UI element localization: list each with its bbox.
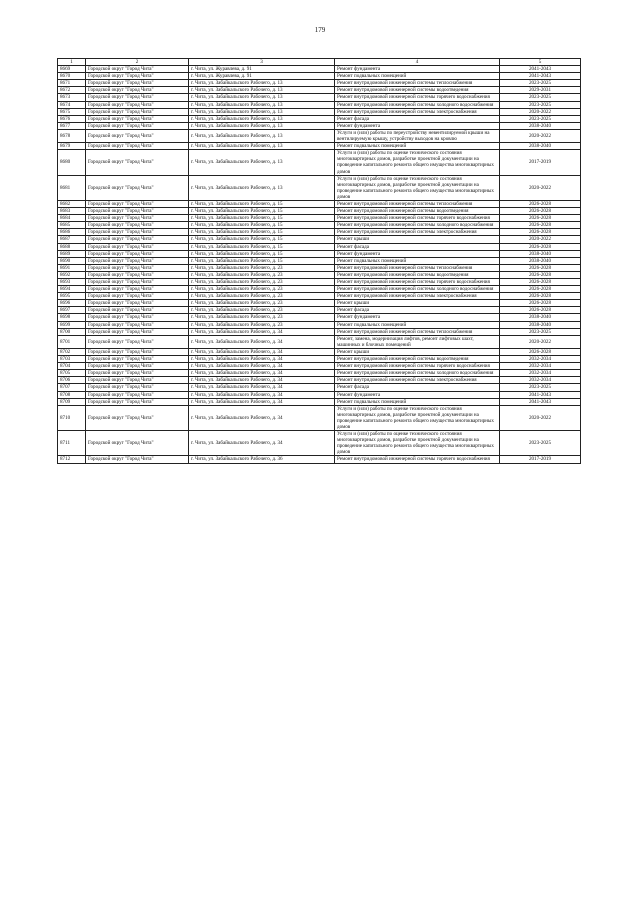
district-cell: Городской округ "Город Чита" [86, 370, 189, 377]
table-row [58, 101, 581, 108]
period-cell: 2026-2028 [500, 215, 581, 222]
row-number-cell: 8707 [58, 384, 86, 391]
row-number-cell: 8669 [58, 66, 86, 73]
work-type-cell: Ремонт внутридомовой инженерной системы теплоснабжения [335, 200, 500, 207]
table-row [58, 328, 581, 335]
period-cell: 2023-2025 [500, 101, 581, 108]
row-number-cell: 8696 [58, 300, 86, 307]
column-header: 3 [189, 59, 335, 66]
row-number-cell: 8675 [58, 108, 86, 115]
address-cell: г. Чита, ул. Забайкальского Рабочего, д. 15 [189, 200, 335, 207]
table-row [58, 314, 581, 321]
address-cell: г. Чита, ул. Забайкальского Рабочего, д. 34 [189, 384, 335, 391]
period-cell: 2020-2022 [500, 108, 581, 115]
district-cell: Городской округ "Город Чита" [86, 80, 189, 87]
address-cell: г. Чита, ул. Забайкальского Рабочего, д. 13 [189, 115, 335, 122]
period-cell: 2026-2028 [500, 200, 581, 207]
row-number-cell: 8699 [58, 321, 86, 328]
table-row [58, 73, 581, 80]
period-cell: 2032-2034 [500, 356, 581, 363]
address-cell: г. Чита, ул. Забайкальского Рабочего, д. 15 [189, 257, 335, 264]
page-number: 179 [314, 26, 326, 34]
work-type-cell: Ремонт внутридомовой инженерной системы горячего водоснабжения [335, 94, 500, 101]
period-cell: 2038-2040 [500, 250, 581, 257]
column-number-row [58, 59, 581, 66]
table-row [58, 271, 581, 278]
period-cell: 2017-2019 [500, 456, 581, 463]
district-cell: Городской округ "Город Чита" [86, 321, 189, 328]
row-number-cell: 8684 [58, 215, 86, 222]
period-cell: 2017-2019 [500, 150, 581, 175]
row-number-cell: 8681 [58, 175, 86, 200]
period-cell: 2026-2028 [500, 222, 581, 229]
row-number-cell: 8704 [58, 363, 86, 370]
work-type-cell: Ремонт, замена, модернизация лифтов, ремонт лифтовых шахт, машинных и блочных помещений [335, 335, 500, 348]
work-type-cell: Ремонт внутридомовой инженерной системы электроснабжения [335, 229, 500, 236]
row-number-cell: 8694 [58, 286, 86, 293]
district-cell: Городской округ "Город Чита" [86, 264, 189, 271]
row-number-cell: 8712 [58, 456, 86, 463]
address-cell: г. Чита, ул. Забайкальского Рабочего, д. 23 [189, 286, 335, 293]
work-type-cell: Ремонт внутридомовой инженерной системы водоотведения [335, 87, 500, 94]
period-cell: 2041-2043 [500, 73, 581, 80]
table-row [58, 175, 581, 200]
district-cell: Городской округ "Город Чита" [86, 66, 189, 73]
table-row [58, 150, 581, 175]
work-type-cell: Ремонт подвальных помещений [335, 398, 500, 405]
row-number-cell: 8710 [58, 405, 86, 430]
work-type-cell: Услуги и (или) работы по оценке технического состояния многоквартирных домов, разработке проектной документации на проведение капитального ремонта общего имущества многоквартирных домов [335, 431, 500, 456]
period-cell: 2026-2028 [500, 279, 581, 286]
work-type-cell: Услуги и (или) работы по оценке технического состояния многоквартирных домов, разработке проектной документации на проведение капитального ремонта общего имущества многоквартирных домов [335, 175, 500, 200]
row-number-cell: 8708 [58, 391, 86, 398]
district-cell: Городской округ "Город Чита" [86, 307, 189, 314]
address-cell: г. Чита, ул. Забайкальского Рабочего, д. 23 [189, 279, 335, 286]
district-cell: Городской округ "Город Чита" [86, 286, 189, 293]
address-cell: г. Чита, ул. Забайкальского Рабочего, д. 34 [189, 348, 335, 355]
district-cell: Городской округ "Город Чита" [86, 208, 189, 215]
work-type-cell: Ремонт внутридомовой инженерной системы горячего водоснабжения [335, 215, 500, 222]
address-cell: г. Чита, ул. Забайкальского Рабочего, д. 13 [189, 108, 335, 115]
period-cell: 2041-2043 [500, 66, 581, 73]
period-cell: 2026-2028 [500, 229, 581, 236]
district-cell: Городской округ "Город Чита" [86, 356, 189, 363]
work-type-cell: Ремонт подвальных помещений [335, 321, 500, 328]
period-cell: 2032-2034 [500, 377, 581, 384]
district-cell: Городской округ "Город Чита" [86, 335, 189, 348]
district-cell: Городской округ "Город Чита" [86, 257, 189, 264]
work-type-cell: Услуги и (или) работы по оценке технического состояния многоквартирных домов, разработке проектной документации на проведение капитального ремонта общего имущества многоквартирных домов [335, 405, 500, 430]
work-type-cell: Ремонт внутридомовой инженерной системы водоотведения [335, 208, 500, 215]
row-number-cell: 8672 [58, 87, 86, 94]
table-row [58, 200, 581, 207]
work-type-cell: Услуги и (или) работы по переустройству невентилируемой крыши на вентилируемую крышу, устройству выходов на кровлю [335, 129, 500, 142]
work-type-cell: Ремонт крыши [335, 300, 500, 307]
table-row [58, 143, 581, 150]
work-type-cell: Ремонт внутридомовой инженерной системы холодного водоснабжения [335, 101, 500, 108]
address-cell: г. Чита, ул. Забайкальского Рабочего, д. 23 [189, 293, 335, 300]
table-row [58, 215, 581, 222]
work-type-cell: Ремонт крыши [335, 348, 500, 355]
table-row [58, 236, 581, 243]
row-number-cell: 8700 [58, 328, 86, 335]
row-number-cell: 8685 [58, 222, 86, 229]
work-type-cell: Ремонт внутридомовой инженерной системы холодного водоснабжения [335, 222, 500, 229]
period-cell: 2023-2025 [500, 328, 581, 335]
work-type-cell: Ремонт подвальных помещений [335, 73, 500, 80]
period-cell: 2032-2034 [500, 363, 581, 370]
district-cell: Городской округ "Город Чита" [86, 279, 189, 286]
table-row [58, 384, 581, 391]
row-number-cell: 8676 [58, 115, 86, 122]
row-number-cell: 8682 [58, 200, 86, 207]
column-header: 4 [335, 59, 500, 66]
period-cell: 2026-2028 [500, 208, 581, 215]
district-cell: Городской округ "Город Чита" [86, 150, 189, 175]
address-cell: г. Чита, ул. Забайкальского Рабочего, д. 15 [189, 215, 335, 222]
district-cell: Городской округ "Город Чита" [86, 215, 189, 222]
work-type-cell: Ремонт фасада [335, 307, 500, 314]
address-cell: г. Чита, ул. Журавлева, д. 91 [189, 66, 335, 73]
address-cell: г. Чита, ул. Забайкальского Рабочего, д. 15 [189, 208, 335, 215]
period-cell: 2038-2040 [500, 122, 581, 129]
row-number-cell: 8697 [58, 307, 86, 314]
district-cell: Городской округ "Город Чита" [86, 300, 189, 307]
work-type-cell: Услуги и (или) работы по оценке технического состояния многоквартирных домов, разработке проектной документации на проведение капитального ремонта общего имущества многоквартирных домов [335, 150, 500, 175]
row-number-cell: 8706 [58, 377, 86, 384]
period-cell: 2023-2025 [500, 431, 581, 456]
table-row [58, 94, 581, 101]
period-cell: 2038-2040 [500, 143, 581, 150]
column-header: 2 [86, 59, 189, 66]
address-cell: г. Чита, ул. Забайкальского Рабочего, д. 13 [189, 80, 335, 87]
table-row [58, 431, 581, 456]
row-number-cell: 8670 [58, 73, 86, 80]
address-cell: г. Чита, ул. Забайкальского Рабочего, д. 23 [189, 264, 335, 271]
period-cell: 2020-2022 [500, 129, 581, 142]
column-header: 1 [58, 59, 86, 66]
district-cell: Городской округ "Город Чита" [86, 87, 189, 94]
address-cell: г. Чита, ул. Забайкальского Рабочего, д. 13 [189, 129, 335, 142]
period-cell: 2020-2022 [500, 405, 581, 430]
address-cell: г. Чита, ул. Забайкальского Рабочего, д. 13 [189, 94, 335, 101]
period-cell: 2041-2043 [500, 391, 581, 398]
capital-repair-table [57, 58, 581, 464]
district-cell: Городской округ "Город Чита" [86, 115, 189, 122]
address-cell: г. Чита, ул. Забайкальского Рабочего, д. 13 [189, 87, 335, 94]
row-number-cell: 8690 [58, 257, 86, 264]
row-number-cell: 8703 [58, 356, 86, 363]
table-row [58, 456, 581, 463]
district-cell: Городской округ "Город Чита" [86, 236, 189, 243]
table-row [58, 363, 581, 370]
district-cell: Городской округ "Город Чита" [86, 108, 189, 115]
row-number-cell: 8671 [58, 80, 86, 87]
district-cell: Городской округ "Город Чита" [86, 73, 189, 80]
work-type-cell: Ремонт внутридомовой инженерной системы холодного водоснабжения [335, 370, 500, 377]
address-cell: г. Чита, ул. Забайкальского Рабочего, д. 36 [189, 456, 335, 463]
period-cell: 2026-2028 [500, 264, 581, 271]
district-cell: Городской округ "Город Чита" [86, 314, 189, 321]
district-cell: Городской округ "Город Чита" [86, 398, 189, 405]
work-type-cell: Ремонт внутридомовой инженерной системы электроснабжения [335, 377, 500, 384]
address-cell: г. Чита, ул. Забайкальского Рабочего, д. 13 [189, 101, 335, 108]
period-cell: 2023-2025 [500, 80, 581, 87]
district-cell: Городской округ "Город Чита" [86, 377, 189, 384]
address-cell: г. Чита, ул. Забайкальского Рабочего, д. 13 [189, 150, 335, 175]
row-number-cell: 8711 [58, 431, 86, 456]
row-number-cell: 8673 [58, 94, 86, 101]
address-cell: г. Чита, ул. Забайкальского Рабочего, д. 13 [189, 143, 335, 150]
address-cell: г. Чита, ул. Забайкальского Рабочего, д. 34 [189, 391, 335, 398]
period-cell: 2026-2028 [500, 293, 581, 300]
address-cell: г. Чита, ул. Забайкальского Рабочего, д. 34 [189, 335, 335, 348]
work-type-cell: Ремонт внутридомовой инженерной системы горячего водоснабжения [335, 363, 500, 370]
period-cell: 2026-2028 [500, 348, 581, 355]
district-cell: Городской округ "Город Чита" [86, 243, 189, 250]
table-row [58, 377, 581, 384]
district-cell: Городской округ "Город Чита" [86, 431, 189, 456]
work-type-cell: Ремонт внутридомовой инженерной системы электроснабжения [335, 293, 500, 300]
period-cell: 2023-2025 [500, 384, 581, 391]
table-row [58, 398, 581, 405]
district-cell: Городской округ "Город Чита" [86, 405, 189, 430]
row-number-cell: 8678 [58, 129, 86, 142]
table-row [58, 87, 581, 94]
table-row [58, 335, 581, 348]
table-row [58, 250, 581, 257]
work-type-cell: Ремонт фундамента [335, 391, 500, 398]
table-row [58, 370, 581, 377]
period-cell: 2026-2028 [500, 286, 581, 293]
district-cell: Городской округ "Город Чита" [86, 143, 189, 150]
period-cell: 2023-2025 [500, 115, 581, 122]
district-cell: Городской округ "Город Чита" [86, 94, 189, 101]
table-row [58, 108, 581, 115]
period-cell: 2026-2028 [500, 300, 581, 307]
address-cell: г. Чита, ул. Забайкальского Рабочего, д. 15 [189, 250, 335, 257]
table-row [58, 391, 581, 398]
address-cell: г. Чита, ул. Забайкальского Рабочего, д. 15 [189, 222, 335, 229]
table-body [58, 66, 581, 463]
period-cell: 2038-2040 [500, 321, 581, 328]
district-cell: Городской округ "Город Чита" [86, 363, 189, 370]
work-type-cell: Ремонт внутридомовой инженерной системы теплоснабжения [335, 328, 500, 335]
address-cell: г. Чита, ул. Забайкальского Рабочего, д. 23 [189, 314, 335, 321]
district-cell: Городской округ "Город Чита" [86, 200, 189, 207]
district-cell: Городской округ "Город Чита" [86, 129, 189, 142]
district-cell: Городской округ "Город Чита" [86, 384, 189, 391]
table-row [58, 80, 581, 87]
address-cell: г. Чита, ул. Забайкальского Рабочего, д. 34 [189, 328, 335, 335]
work-type-cell: Ремонт фундамента [335, 250, 500, 257]
district-cell: Городской округ "Город Чита" [86, 328, 189, 335]
district-cell: Городской округ "Город Чита" [86, 101, 189, 108]
period-cell: 2029-2031 [500, 87, 581, 94]
table-row [58, 264, 581, 271]
address-cell: г. Чита, ул. Забайкальского Рабочего, д. 34 [189, 356, 335, 363]
column-header: 5 [500, 59, 581, 66]
address-cell: г. Чита, ул. Забайкальского Рабочего, д. 23 [189, 271, 335, 278]
table-row [58, 129, 581, 142]
row-number-cell: 8687 [58, 236, 86, 243]
district-cell: Городской округ "Город Чита" [86, 229, 189, 236]
address-cell: г. Чита, ул. Забайкальского Рабочего, д. 15 [189, 236, 335, 243]
table-row [58, 307, 581, 314]
period-cell: 2020-2022 [500, 335, 581, 348]
address-cell: г. Чита, ул. Забайкальского Рабочего, д. 34 [189, 370, 335, 377]
row-number-cell: 8688 [58, 243, 86, 250]
row-number-cell: 8702 [58, 348, 86, 355]
work-type-cell: Ремонт подвальных помещений [335, 143, 500, 150]
table-row [58, 222, 581, 229]
work-type-cell: Ремонт внутридомовой инженерной системы горячего водоснабжения [335, 279, 500, 286]
table-row [58, 229, 581, 236]
district-cell: Городской округ "Город Чита" [86, 348, 189, 355]
row-number-cell: 8695 [58, 293, 86, 300]
address-cell: г. Чита, ул. Забайкальского Рабочего, д. 34 [189, 431, 335, 456]
work-type-cell: Ремонт внутридомовой инженерной системы теплоснабжения [335, 264, 500, 271]
row-number-cell: 8698 [58, 314, 86, 321]
period-cell: 2032-2034 [500, 370, 581, 377]
table-row [58, 300, 581, 307]
address-cell: г. Чита, ул. Забайкальского Рабочего, д. 13 [189, 175, 335, 200]
table-row [58, 348, 581, 355]
table-row [58, 66, 581, 73]
period-cell: 2038-2040 [500, 314, 581, 321]
work-type-cell: Ремонт фасада [335, 243, 500, 250]
district-cell: Городской округ "Город Чита" [86, 250, 189, 257]
work-type-cell: Ремонт фасада [335, 115, 500, 122]
work-type-cell: Ремонт внутридомовой инженерной системы электроснабжения [335, 108, 500, 115]
address-cell: г. Чита, ул. Журавлева, д. 91 [189, 73, 335, 80]
work-type-cell: Ремонт подвальных помещений [335, 257, 500, 264]
table-row [58, 257, 581, 264]
period-cell: 2026-2028 [500, 271, 581, 278]
table-row [58, 356, 581, 363]
address-cell: г. Чита, ул. Забайкальского Рабочего, д. 34 [189, 363, 335, 370]
period-cell: 2023-2025 [500, 94, 581, 101]
work-type-cell: Ремонт фундамента [335, 314, 500, 321]
table-row [58, 243, 581, 250]
address-cell: г. Чита, ул. Забайкальского Рабочего, д. 13 [189, 122, 335, 129]
work-type-cell: Ремонт крыши [335, 236, 500, 243]
address-cell: г. Чита, ул. Забайкальского Рабочего, д. 34 [189, 377, 335, 384]
period-cell: 2026-2028 [500, 307, 581, 314]
work-type-cell: Ремонт фундамента [335, 66, 500, 73]
address-cell: г. Чита, ул. Забайкальского Рабочего, д. 15 [189, 243, 335, 250]
row-number-cell: 8674 [58, 101, 86, 108]
district-cell: Городской округ "Город Чита" [86, 456, 189, 463]
row-number-cell: 8692 [58, 271, 86, 278]
row-number-cell: 8686 [58, 229, 86, 236]
row-number-cell: 8709 [58, 398, 86, 405]
table-row [58, 405, 581, 430]
district-cell: Городской округ "Город Чита" [86, 391, 189, 398]
district-cell: Городской округ "Город Чита" [86, 293, 189, 300]
district-cell: Городской округ "Город Чита" [86, 222, 189, 229]
district-cell: Городской округ "Город Чита" [86, 122, 189, 129]
table-row [58, 279, 581, 286]
row-number-cell: 8683 [58, 208, 86, 215]
table-row [58, 321, 581, 328]
work-type-cell: Ремонт внутридомовой инженерной системы водоотведения [335, 271, 500, 278]
work-type-cell: Ремонт внутридомовой инженерной системы холодного водоснабжения [335, 286, 500, 293]
table-row [58, 115, 581, 122]
work-type-cell: Ремонт внутридомовой инженерной системы теплоснабжения [335, 80, 500, 87]
period-cell: 2026-2028 [500, 243, 581, 250]
period-cell: 2020-2022 [500, 175, 581, 200]
row-number-cell: 8693 [58, 279, 86, 286]
row-number-cell: 8705 [58, 370, 86, 377]
district-cell: Городской округ "Город Чита" [86, 175, 189, 200]
address-cell: г. Чита, ул. Забайкальского Рабочего, д. 15 [189, 229, 335, 236]
address-cell: г. Чита, ул. Забайкальского Рабочего, д. 23 [189, 321, 335, 328]
row-number-cell: 8689 [58, 250, 86, 257]
district-cell: Городской округ "Город Чита" [86, 271, 189, 278]
address-cell: г. Чита, ул. Забайкальского Рабочего, д. 23 [189, 300, 335, 307]
work-type-cell: Ремонт внутридомовой инженерной системы горячего водоснабжения [335, 456, 500, 463]
work-type-cell: Ремонт фасада [335, 384, 500, 391]
row-number-cell: 8677 [58, 122, 86, 129]
table-row [58, 286, 581, 293]
row-number-cell: 8701 [58, 335, 86, 348]
work-type-cell: Ремонт фундамента [335, 122, 500, 129]
address-cell: г. Чита, ул. Забайкальского Рабочего, д. 23 [189, 307, 335, 314]
work-type-cell: Ремонт внутридомовой инженерной системы водоотведения [335, 356, 500, 363]
period-cell: 2041-2043 [500, 398, 581, 405]
period-cell: 2020-2022 [500, 236, 581, 243]
row-number-cell: 8691 [58, 264, 86, 271]
period-cell: 2038-2040 [500, 257, 581, 264]
table-row [58, 208, 581, 215]
row-number-cell: 8680 [58, 150, 86, 175]
table-row [58, 122, 581, 129]
table-row [58, 293, 581, 300]
row-number-cell: 8679 [58, 143, 86, 150]
address-cell: г. Чита, ул. Забайкальского Рабочего, д. 34 [189, 405, 335, 430]
address-cell: г. Чита, ул. Забайкальского Рабочего, д. 34 [189, 398, 335, 405]
